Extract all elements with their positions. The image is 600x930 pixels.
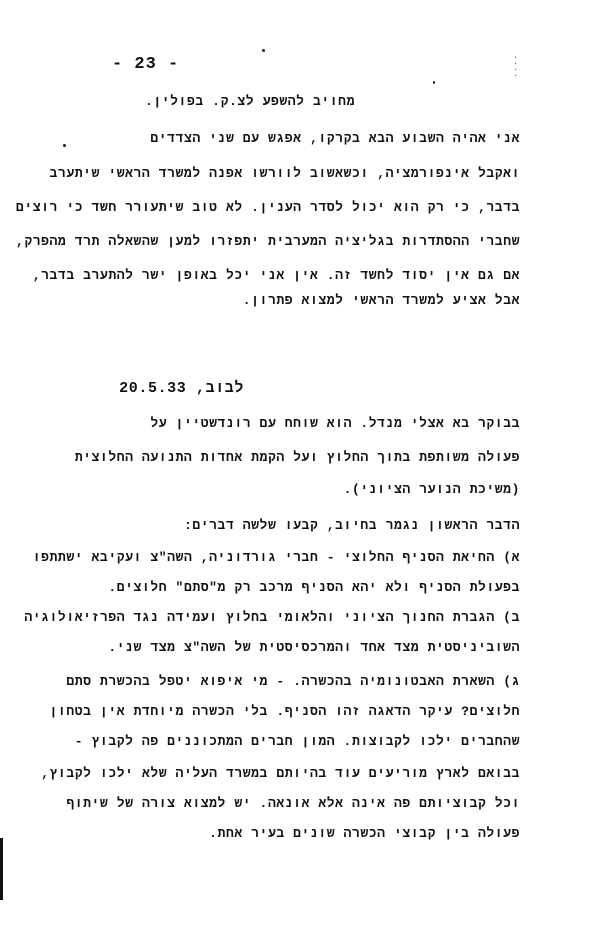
scan-edge-mark bbox=[0, 838, 3, 900]
list-item-continuation: חלוצים? עיקר הדאגה זהו הסניף. בלי הכשרה מיוחדת אין בטחון bbox=[49, 704, 520, 719]
text-line: שחברי ההסתדרות בגליציה המערבית יתפזרו למען שהשאלה תרד מהפרק, bbox=[15, 234, 520, 249]
text-line: אם גם אין יסוד לחשד זה. אין אני יכל באופן ישר להתערב בדבר, bbox=[32, 268, 520, 283]
list-item-continuation: פעולה בין קבוצי הכשרה שונים בעיר אחת. bbox=[209, 826, 520, 841]
page-number: - 23 - bbox=[112, 55, 180, 74]
corner-mark: ⁚ ⁚ bbox=[514, 57, 517, 80]
speck-mark bbox=[262, 49, 265, 52]
speck-mark bbox=[433, 81, 435, 84]
text-line: אבל אציע למשרד הראשי למצוא פתרון. bbox=[242, 293, 520, 308]
list-item-continuation: בפעולת הסניף ולא יהא הסניף מרכב רק מ"סתם" חלוצים. bbox=[108, 580, 520, 595]
list-item-continuation: וכל קבוציותם פה אינה אלא אונאה. יש למצוא צורה של שיתוף bbox=[66, 796, 520, 811]
text-line: הדבר הראשון נגמר בחיוב, קבעו שלשה דברים: bbox=[183, 518, 520, 533]
text-line: פעולה משותפת בתוך החלוץ ועל הקמת אחדות התנועה החלוצית bbox=[74, 450, 520, 465]
list-item: ג) השארת האבטונומיה בהכשרה. - מי איפוא יטפל בהכשרת סתם bbox=[66, 674, 520, 689]
list-item: א) החיאת הסניף החלוצי - חברי גורדוניה, השה"צ ועקיבא ישתתפו bbox=[32, 550, 520, 565]
speck-mark bbox=[63, 144, 66, 147]
text-line: מחויב להשפע לצ.ק. בפולין. bbox=[144, 94, 355, 109]
text-line: בדבר, כי רק הוא יכול לסדר הענין. לא טוב שיתעורר חשד כי רוצים bbox=[15, 200, 520, 215]
text-line: אני אהיה השבוע הבא בקרקו, אפגש עם שני הצדדים bbox=[150, 131, 520, 146]
text-line: בבוקר בא אצלי מנדל. הוא שוחח עם רונדשטיין על bbox=[150, 416, 520, 431]
list-item-continuation: השוביניסטית מצד אחד והמרכסיסטית של השה"צ מצד שני. bbox=[108, 640, 520, 655]
list-item-continuation: שהחברים ילכו לקבוצות. המון חברים המתכוננים פה לקבוץ - bbox=[74, 734, 520, 749]
text-line: ואקבל אינפורמציה, וכשאשוב לוורשו אפנה למשרד הראשי שיתערב bbox=[49, 166, 520, 181]
list-item-continuation: בבואם לארץ מוריעים עוד בהיותם במשרד העליה שלא ילכו לקבוץ, bbox=[41, 766, 520, 781]
list-item: ב) הגברת החנוך הציוני והלאומי בחלוץ ועמידה נגד הפרזיאולוגיה bbox=[24, 610, 520, 625]
text-line: (משיכת הנוער הציוני). bbox=[343, 482, 520, 497]
date-heading: לבוב, 20.5.33 bbox=[119, 380, 244, 397]
